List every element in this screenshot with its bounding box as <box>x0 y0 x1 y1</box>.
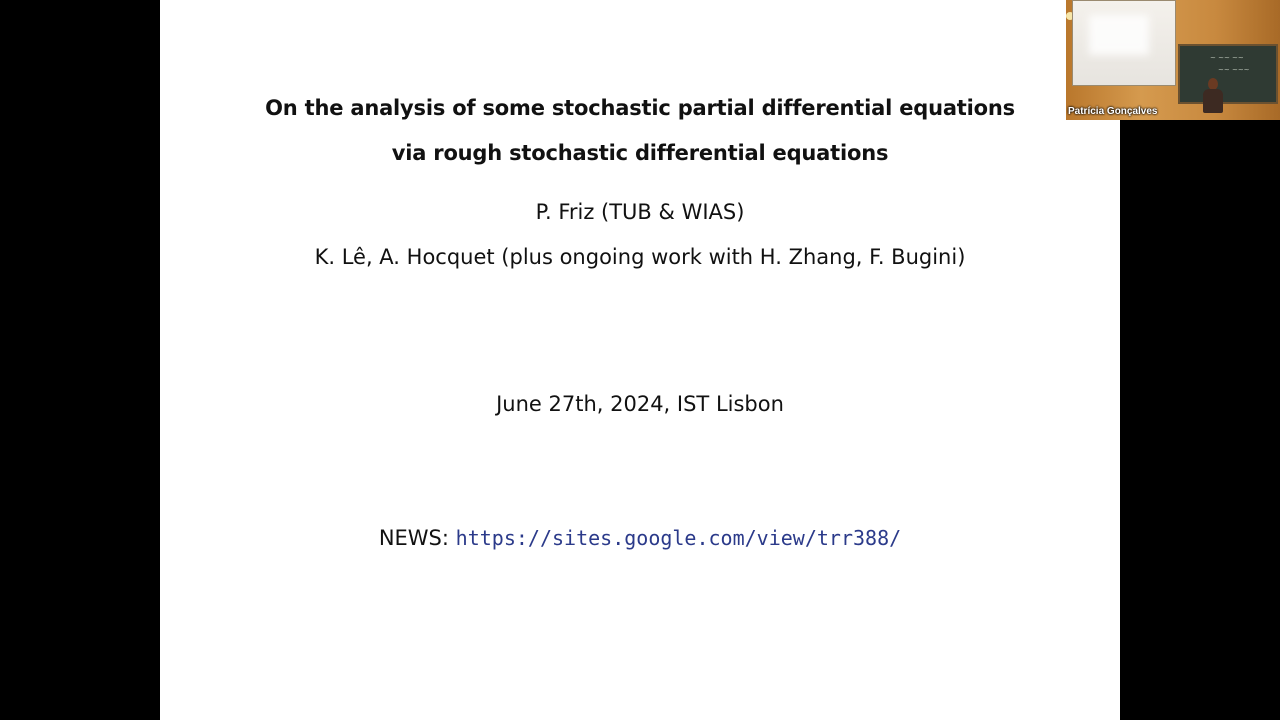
chalkboard: ~ ~~ ~~ ~~ ~~~ <box>1178 44 1278 104</box>
news-line <box>160 526 1120 550</box>
author-line-1: P. Friz (TUB & WIAS) <box>535 200 745 224</box>
participant-name-label: Patrícia Gonçalves <box>1068 106 1158 117</box>
participant-video-thumbnail[interactable] <box>1066 0 1280 120</box>
slide-title-line-2: via rough stochastic differential equations <box>391 141 889 165</box>
event-date: June 27th, 2024, IST Lisbon <box>496 392 784 416</box>
news-label: NEWS: <box>378 526 449 550</box>
author-line-2: K. Lê, A. Hocquet (plus ongoing work with H. Zhang, F. Bugini) <box>314 245 966 269</box>
presentation-slide <box>160 0 1120 720</box>
speaker-figure <box>1202 78 1224 112</box>
slide-title-line-1: On the analysis of some stochastic partial differential equations <box>265 96 1015 120</box>
news-link[interactable]: https://sites.google.com/view/trr388/ <box>455 526 902 550</box>
projection-screen <box>1072 0 1176 86</box>
